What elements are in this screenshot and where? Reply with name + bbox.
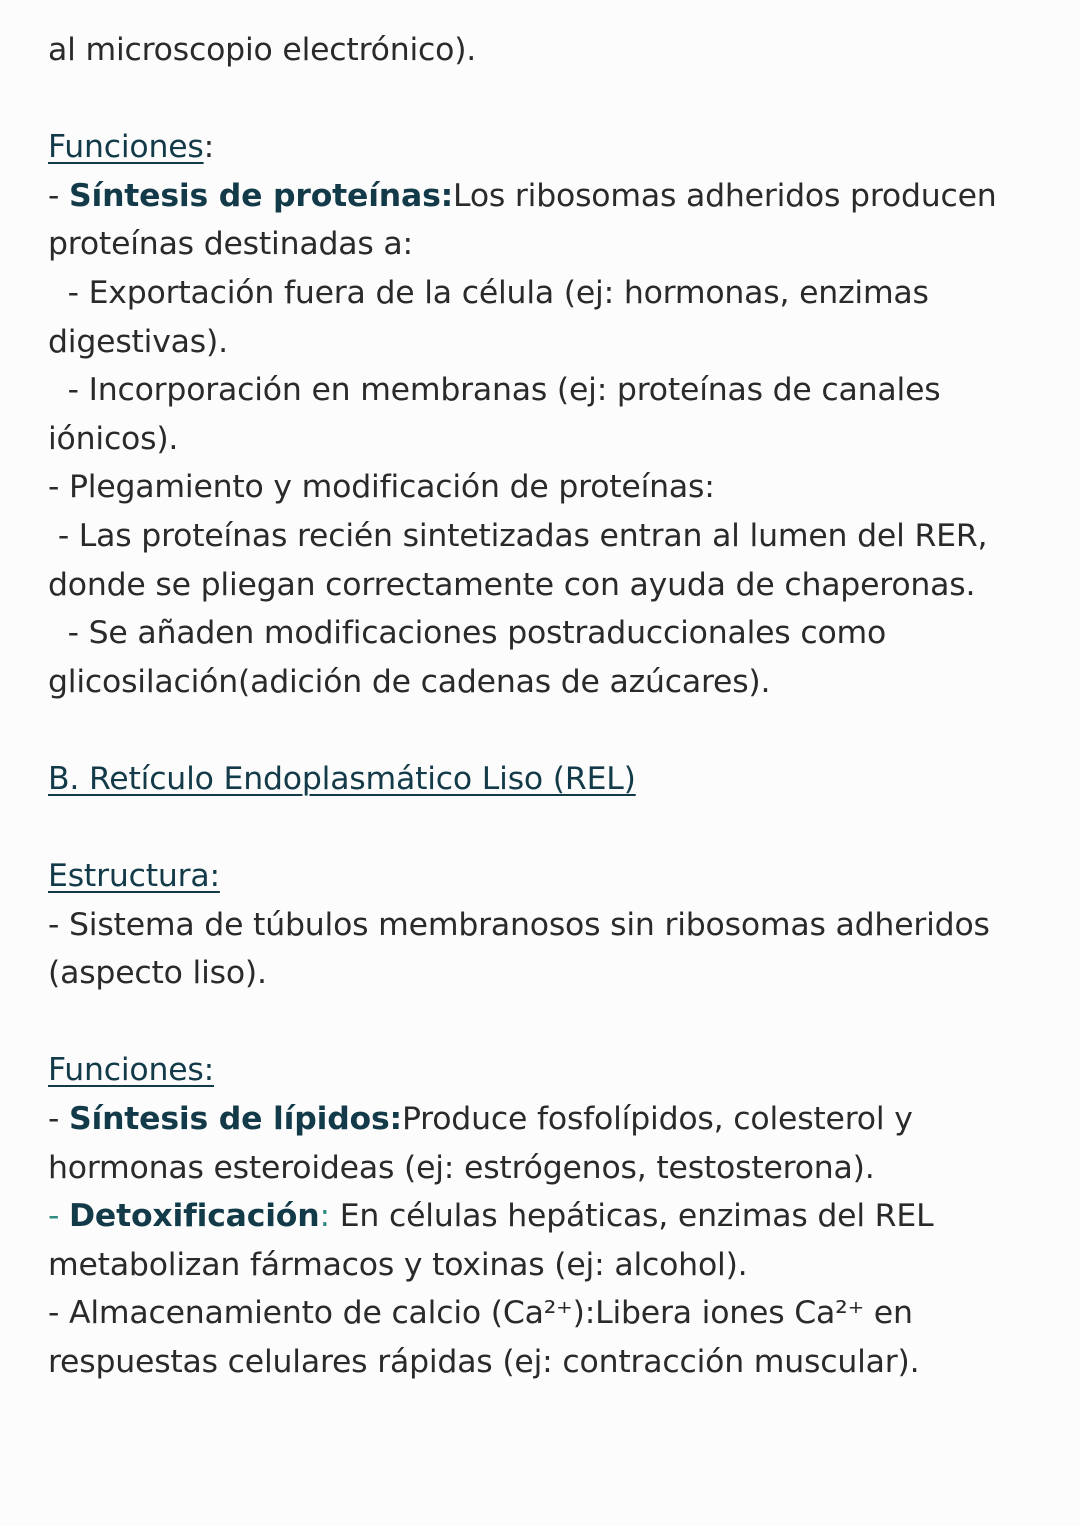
intro-tail: al microscopio electrónico). [48, 32, 477, 68]
continuation: glicosilación(adición de cadenas de azúcares). [48, 663, 771, 700]
sub-item-glycosylation: - Se añaden modificaciones postraduccionales como [48, 615, 887, 652]
dash: - [48, 177, 69, 214]
text: En células hepáticas, enzimas del REL [329, 1198, 934, 1235]
continuation: respuestas celulares rápidas (ej: contracción muscular). [48, 1344, 920, 1381]
heading-colon: : [203, 129, 215, 166]
text: Los ribosomas adheridos producen [453, 177, 997, 214]
rel-function-detox [48, 1192, 1038, 1241]
continuation: donde se pliegan correctamente con ayuda de chaperonas. [48, 566, 976, 603]
continuation: proteínas destinadas a: [48, 226, 413, 263]
spacer [48, 75, 1038, 124]
rel-section-title [48, 755, 1038, 804]
rel-function-lipids [48, 1095, 1038, 1144]
spacer [48, 706, 1038, 755]
continuation: (aspecto liso). [48, 955, 267, 992]
spacer [48, 804, 1038, 853]
sub-item-lumen: - Las proteínas recién sintetizadas entran al lumen del RER, [48, 517, 988, 554]
dash: - [48, 1101, 69, 1138]
rer-function-folding: - Plegamiento y modificación de proteínas: [48, 469, 715, 506]
heading-text: Funciones [48, 129, 204, 166]
bold-term: Detoxificación [68, 1198, 320, 1235]
colon: : [319, 1198, 330, 1235]
continuation: iónicos). [48, 420, 179, 457]
bold-term: Síntesis de proteínas: [68, 177, 454, 214]
rel-structure-heading [48, 852, 1038, 901]
heading-text: Funciones: [48, 1052, 215, 1089]
bold-term: Síntesis de lípidos: [68, 1101, 402, 1138]
text: Produce fosfolípidos, colesterol y [401, 1101, 913, 1138]
rel-structure-item: - Sistema de túbulos membranosos sin ribosomas adheridos [48, 906, 990, 943]
continuation: digestivas). [48, 323, 228, 360]
section-title-text: B. Retículo Endoplasmático Liso (REL) [48, 760, 636, 797]
dash: - [48, 1198, 69, 1235]
heading-text: Estructura: [48, 858, 220, 895]
sub-item-export: - Exportación fuera de la célula (ej: hormonas, enzimas [48, 274, 929, 311]
rer-functions-heading [48, 123, 1038, 172]
rel-functions-heading [48, 1046, 1038, 1095]
rer-function-protein-synthesis [48, 172, 1038, 221]
continuation: hormonas esteroideas (ej: estrógenos, testosterona). [48, 1149, 875, 1186]
spacer [48, 998, 1038, 1047]
rel-function-calcium: - Almacenamiento de calcio (Ca²⁺):Libera iones Ca²⁺ en [48, 1295, 913, 1332]
continuation: metabolizan fármacos y toxinas (ej: alcohol). [48, 1246, 748, 1283]
sub-item-membranes: - Incorporación en membranas (ej: proteínas de canales [48, 372, 941, 409]
